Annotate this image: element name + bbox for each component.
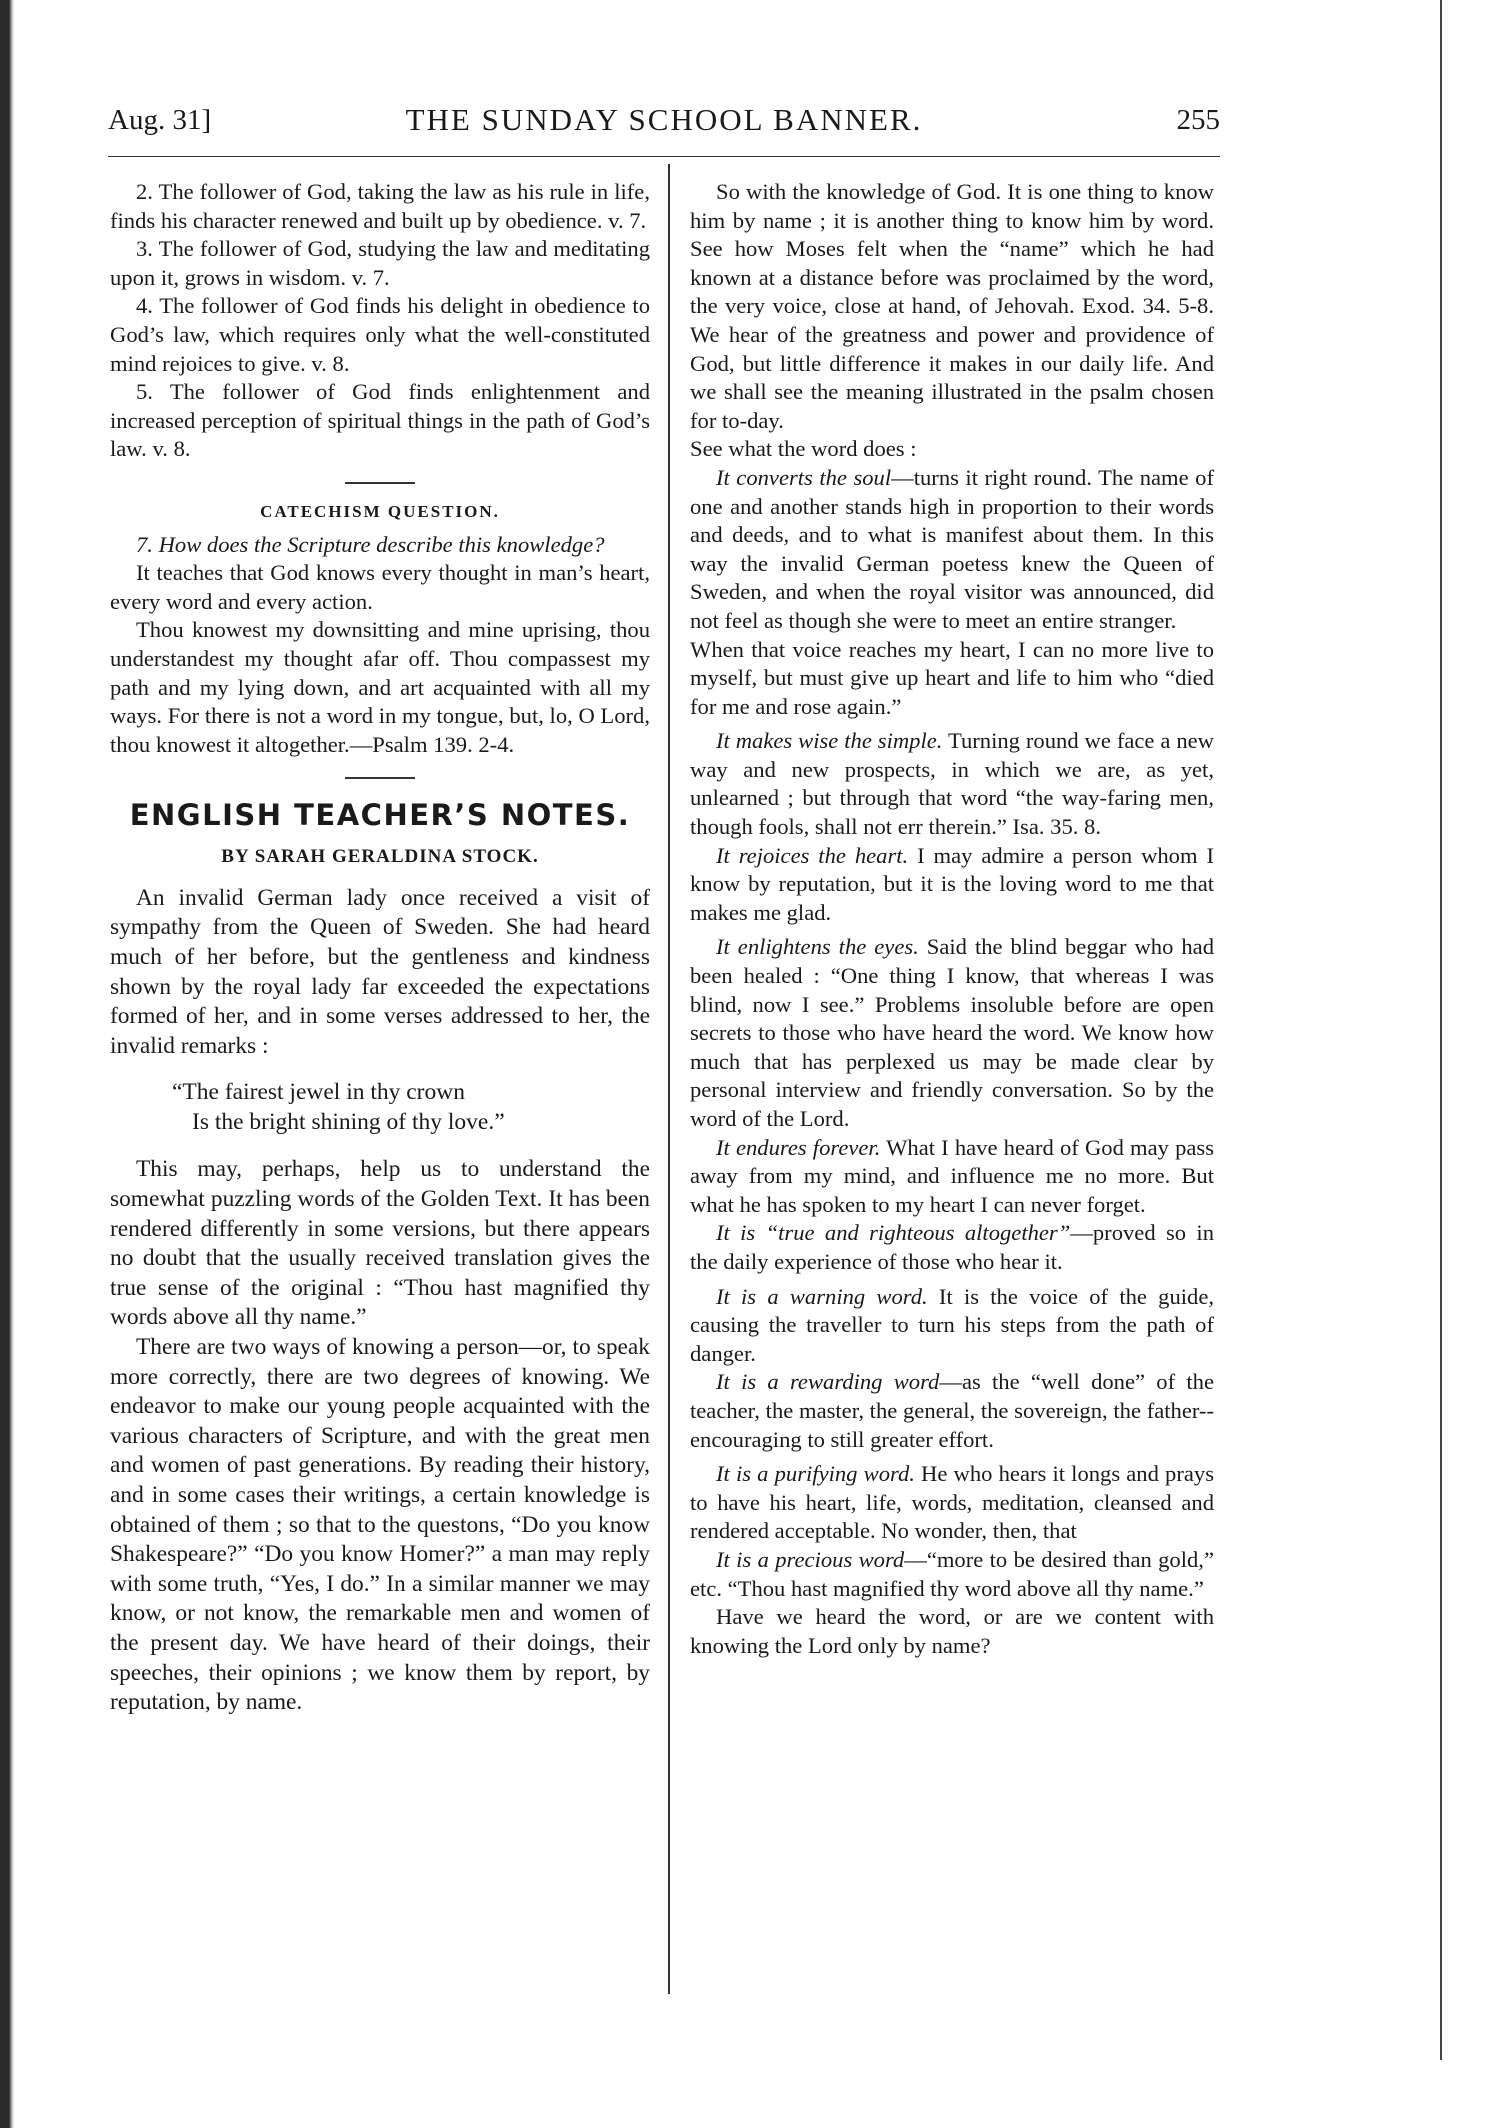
header-date: Aug. 31] — [108, 104, 212, 136]
header-title: THE SUNDAY SCHOOL BANNER. — [405, 102, 923, 137]
notes-heading: ENGLISH TEACHER’S NOTES. — [129, 798, 631, 833]
paragraph-text: —proved so in the daily experience of those who hear it. — [690, 1220, 1214, 1274]
page-right-border — [1440, 0, 1442, 2060]
point-3: 3. The follower of God, studying the law and meditating upon it, grows in wisdom. v. 7. — [110, 236, 650, 290]
page-number: 255 — [1176, 104, 1220, 136]
quoted-verse — [110, 1077, 650, 1137]
point-4: 4. The follower of God finds his delight in obedience to God’s law, which requires only what the well-constituted mind rejoices to give. v. 8. — [110, 293, 650, 376]
point-2: 2. The follower of God, taking the law as his rule in life, finds his character renewed and built up by obedience. v. 7. — [110, 179, 650, 233]
verse-line: “The fairest jewel in thy crown — [172, 1079, 465, 1106]
section-divider — [345, 777, 415, 779]
paragraph-text: He who hears it longs and prays to have his heart, life, words, meditation, cleansed and rendered acceptable. No wonder, then, that — [690, 1461, 1214, 1544]
notes-paragraph: There are two ways of knowing a person—or, to speak more correctly, there are two degrees of knowing. We endeavor to make our young people acquainted with the various characters of Scripture, and with the great men and women of past generations. By reading their history, and in some cases their writings, a certain knowledge is obtained of them ; so that to the questons, “Do you know Shakespeare?” “Do you know Homer?” a man may reply with some truth, “Yes, I do.” In a similar manner we may know, or not know, the remarkable men and women of the present day. We have heard of their doings, their speeches, their opinions ; we know them by report, by reputation, by name. — [110, 1334, 650, 1716]
paragraph-text: Turning round we face a new way and new prospects, in which we are, as yet, unlearned ; but through that word “the way-faring men, though fools, shall not err therein.” Isa. 35. 8. — [690, 728, 1215, 840]
column-divider — [668, 164, 670, 1994]
lead-phrase: It rejoices the heart. — [716, 842, 909, 868]
notes-paragraph — [690, 842, 1214, 928]
notes-paragraph: So with the knowledge of God. It is one thing to know him by name ; it is another thing to know him by word. See how Moses felt when the “name” which he had known at a distance before was proclaimed by the word, the very voice, close at hand, of Jehovah. Exod. 34. 5-8. We hear of the greatness and power and providence of God, but little difference it makes in our daily life. And we shall see the meaning illustrated in the psalm chosen for to-day. — [690, 179, 1214, 433]
catechism-question: 7. How does the Scripture describe this knowledge? — [136, 531, 605, 557]
lead-phrase: It enlightens the eyes. — [716, 934, 919, 960]
notes-intro: An invalid German lady once received a visit of sympathy from the Queen of Sweden. She had heard much of her before, but the gentleness and kindness shown by the royal lady far exceeded the expectations formed of her, and in some verses addressed to her, the invalid remarks : — [110, 884, 650, 1059]
catechism-answer: It teaches that God knows every thought in man’s heart, every word and every action. — [110, 560, 650, 614]
notes-paragraph: When that voice reaches my heart, I can no more live to myself, but must give up heart and life to him who “died for me and rose again.” — [690, 636, 1214, 719]
notes-paragraph: This may, perhaps, help us to understand the somewhat puzzling words of the Golden Text. It has been rendered differently in some versions, but there appears no doubt that the usually received translation gives the true sense of the original : “Thou hast magnified thy words above all thy name.” — [110, 1156, 650, 1331]
notes-byline: BY SARAH GERALDINA STOCK. — [221, 846, 539, 868]
paragraph-text: It is the voice of the guide, causing the traveller to turn his steps from the path of danger. — [690, 1283, 1214, 1366]
lead-phrase: It is a precious word — [716, 1546, 905, 1572]
left-column — [110, 178, 650, 1718]
notes-paragraph — [690, 464, 1214, 636]
paragraph-text: —turns it right round. The name of one and another stands high in proportion to their words and deeds, and to what is manifest about them. In this way the invalid German poetess knew the Queen of Sweden, and when the royal visitor was announced, did not feel as though she were to meet an entire stranger. — [690, 464, 1214, 633]
lead-phrase: It converts the soul — [716, 464, 892, 490]
notes-paragraph — [690, 727, 1214, 841]
right-column — [690, 178, 1214, 1660]
paragraph-text: Said the blind beggar who had been healed : “One thing I know, that whereas I was blind, now I see.” Problems insoluble before are open secrets to those who have heard the word. We know how much that has perplexed us may be made clear by personal interview and friendly conversation. So by the word of the Lord. — [690, 934, 1214, 1131]
paragraph-text: —as the “well done” of the teacher, the master, the general, the sovereign, the father--encouraging to still greater effort. — [690, 1369, 1214, 1452]
page-edge-shadow — [0, 0, 14, 2128]
catechism-heading: CATECHISM QUESTION. — [260, 501, 500, 521]
lead-phrase: It is a purifying word. — [716, 1461, 915, 1487]
notes-paragraph — [690, 1219, 1214, 1276]
header-rule — [108, 156, 1220, 157]
running-header — [108, 100, 1220, 146]
catechism-scripture: Thou knowest my downsitting and mine uprising, thou understandest my thought afar off. Thou compassest my path and my lying down, and art acquainted with all my ways. For there is not a word in my tongue, but, lo, O Lord, thou knowest it altogether.—Psalm 139. 2-4. — [110, 617, 650, 757]
paragraph-text: —“more to be desired than gold,” etc. “Thou hast magnified thy word above all thy name.” — [690, 1546, 1214, 1601]
notes-paragraph — [690, 1460, 1214, 1546]
magazine-page — [108, 100, 1220, 2030]
notes-paragraph: See what the word does : — [690, 436, 917, 462]
paragraph-text: What I have heard of God may pass away from my mind, and influence me no more. But what he has spoken to my heart I can never forget. — [690, 1134, 1214, 1217]
verse-line: Is the bright shining of thy love.” — [192, 1109, 505, 1136]
notes-paragraph — [690, 1546, 1214, 1603]
notes-paragraph — [690, 1283, 1214, 1369]
paragraph-text: I may admire a person whom I know by reputation, but it is the loving word to me that makes me glad. — [690, 842, 1214, 925]
lead-phrase: It endures forever. — [716, 1134, 881, 1160]
lead-phrase: It is a warning word. — [716, 1283, 928, 1309]
notes-paragraph — [690, 933, 1214, 1133]
notes-paragraph — [690, 1368, 1214, 1454]
point-5: 5. The follower of God finds enlightenment and increased perception of spiritual things in the path of God’s law. v. 8. — [110, 379, 650, 462]
notes-paragraph — [690, 1134, 1214, 1220]
lead-phrase: It is a rewarding word — [716, 1369, 940, 1395]
lead-phrase: It is “true and righteous altogether” — [716, 1220, 1071, 1246]
notes-paragraph: Have we heard the word, or are we content with knowing the Lord only by name? — [690, 1604, 1214, 1658]
section-divider — [345, 482, 415, 484]
lead-phrase: It makes wise the simple. — [716, 728, 943, 754]
